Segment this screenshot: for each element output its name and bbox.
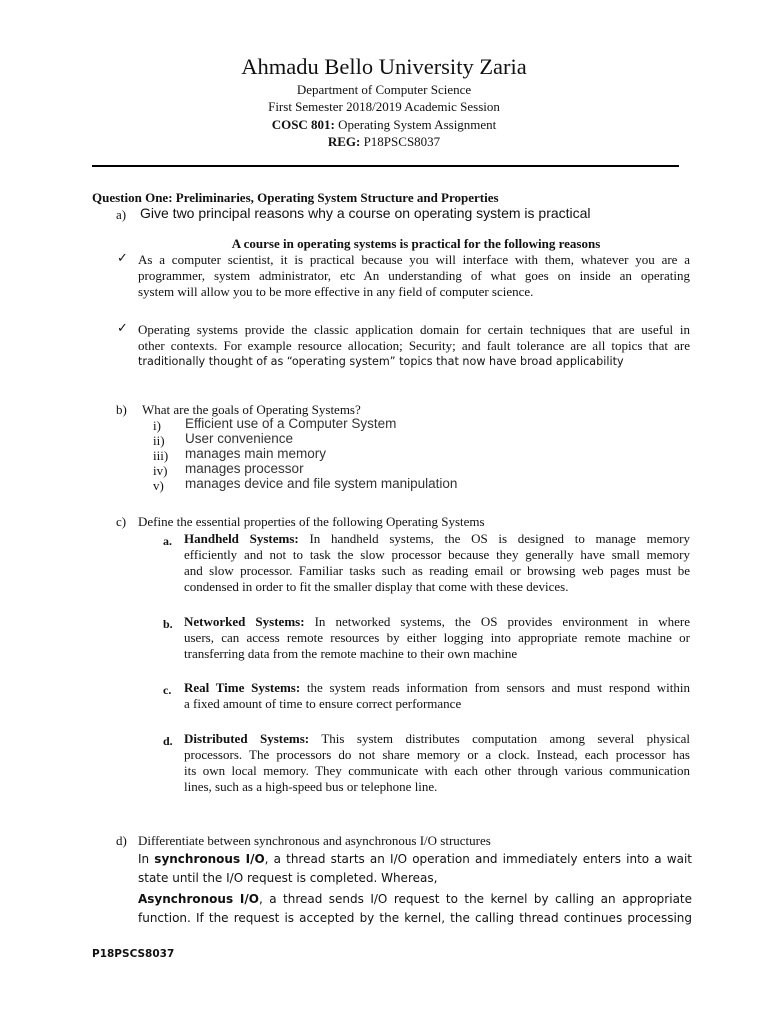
reason-two-line: Operating systems provide the classic application domain for certain techniques that are useful in <box>138 322 690 337</box>
asynchronous-io-paragraph: Asynchronous I/O, a thread sends I/O request to the kernel by calling an appropriate function. If the request is accepted by the kernel, the calling thread continues processing <box>138 892 693 925</box>
item-letter: a. <box>163 534 172 548</box>
term: Distributed Systems: <box>184 731 310 746</box>
goal-numeral: i) <box>153 418 161 433</box>
handheld-systems-definition: Handheld Systems: In handheld systems, the OS is designed to manage memory efficiently and not to task the slow processor because they generally have small memory and slow processor. Familiar tasks such as reading email or browsing web pages must be condensed in order to fit the smaller display that come with these devices. <box>184 531 690 594</box>
term: Real Time Systems: <box>184 680 301 695</box>
part-b-question: What are the goals of Operating Systems? <box>142 402 361 417</box>
reason-one-paragraph <box>138 252 690 300</box>
reg-label: REG: <box>327 134 361 149</box>
check-mark-icon: ✓ <box>117 320 128 335</box>
goal-item: manages main memory <box>185 446 327 461</box>
term: synchronous I/O <box>154 852 265 866</box>
reg-value: P18PSCS8037 <box>363 134 441 149</box>
check-mark-icon: ✓ <box>117 250 128 265</box>
part-d-question: Differentiate between synchronous and asynchronous I/O structures <box>138 833 491 848</box>
real-time-systems-definition: Real Time Systems: the system reads information from sensors and must respond within a fixed amount of time to ensure correct performance <box>184 680 690 711</box>
part-a-question: Give two principal reasons why a course on operating system is practical <box>140 205 591 221</box>
reg-line <box>0 134 768 150</box>
term: Networked Systems: <box>184 614 305 629</box>
goal-numeral: iv) <box>153 463 168 478</box>
part-d-label: d) <box>116 833 127 848</box>
reason-one-line: As a computer scientist, it is practical because you will interface with them, whatever you are a <box>138 252 690 267</box>
page-footer-reg: P18PSCS8037 <box>92 948 175 960</box>
goal-numeral: iii) <box>153 448 169 463</box>
part-c-question: Define the essential properties of the following Operating Systems <box>138 514 485 529</box>
networked-systems-definition: Networked Systems: In networked systems, the OS provides environment in where users, can access remote resources by either logging into appropriate remote machine or transferring data from the remote machine to their own machine <box>184 614 691 661</box>
reason-two-paragraph <box>138 322 690 370</box>
item-letter: c. <box>163 683 172 697</box>
reason-one-line: system will allow you to be more effective in any field of computer science. <box>138 284 534 299</box>
reasons-heading: A course in operating systems is practical for the following reasons <box>231 236 601 251</box>
item-letter: d. <box>163 734 173 748</box>
goal-numeral: v) <box>153 478 164 493</box>
header-divider <box>92 165 679 167</box>
course-line <box>0 117 768 133</box>
goal-item: manages processor <box>185 461 304 476</box>
question-one-title: Question One: Preliminaries, Operating System Structure and Properties <box>92 190 499 205</box>
goal-numeral: ii) <box>153 433 165 448</box>
part-a-label: a) <box>116 207 127 222</box>
synchronous-io-paragraph: In synchronous I/O, a thread starts an I/O operation and immediately enters into a wait state until the I/O request is completed. Whereas, <box>138 852 692 885</box>
course-title: Operating System Assignment <box>338 117 497 132</box>
part-b-label: b) <box>116 402 127 417</box>
distributed-systems-definition: Distributed Systems: This system distributes computation among several physical processors. The processors do not share memory or a clock. Instead, each processor has its own local memory. They communicate with each other through various communication lines, such as a high-speed bus or telephone line. <box>184 731 690 794</box>
goal-item: User convenience <box>185 431 294 446</box>
term: Asynchronous I/O <box>138 892 259 906</box>
department-name: Department of Computer Science <box>296 82 472 97</box>
academic-session: First Semester 2018/2019 Academic Session <box>268 99 500 114</box>
university-title: Ahmadu Bello University Zaria <box>241 54 527 79</box>
item-letter: b. <box>163 617 173 631</box>
part-c-label: c) <box>116 514 127 529</box>
term: Handheld Systems: <box>184 531 299 546</box>
reason-two-line: other contexts. For example resource allocation; Security; and fault tolerance are all topics that are <box>138 338 690 353</box>
goal-item: Efficient use of a Computer System <box>185 416 397 431</box>
goal-item: manages device and file system manipulation <box>185 476 458 491</box>
reason-one-line: programmer, system administrator, etc An understanding of what goes on inside an operating <box>138 268 690 283</box>
course-code: COSC 801: <box>271 117 335 132</box>
reason-two-line: traditionally thought of as “operating system” topics that now have broad applicability <box>138 355 624 368</box>
